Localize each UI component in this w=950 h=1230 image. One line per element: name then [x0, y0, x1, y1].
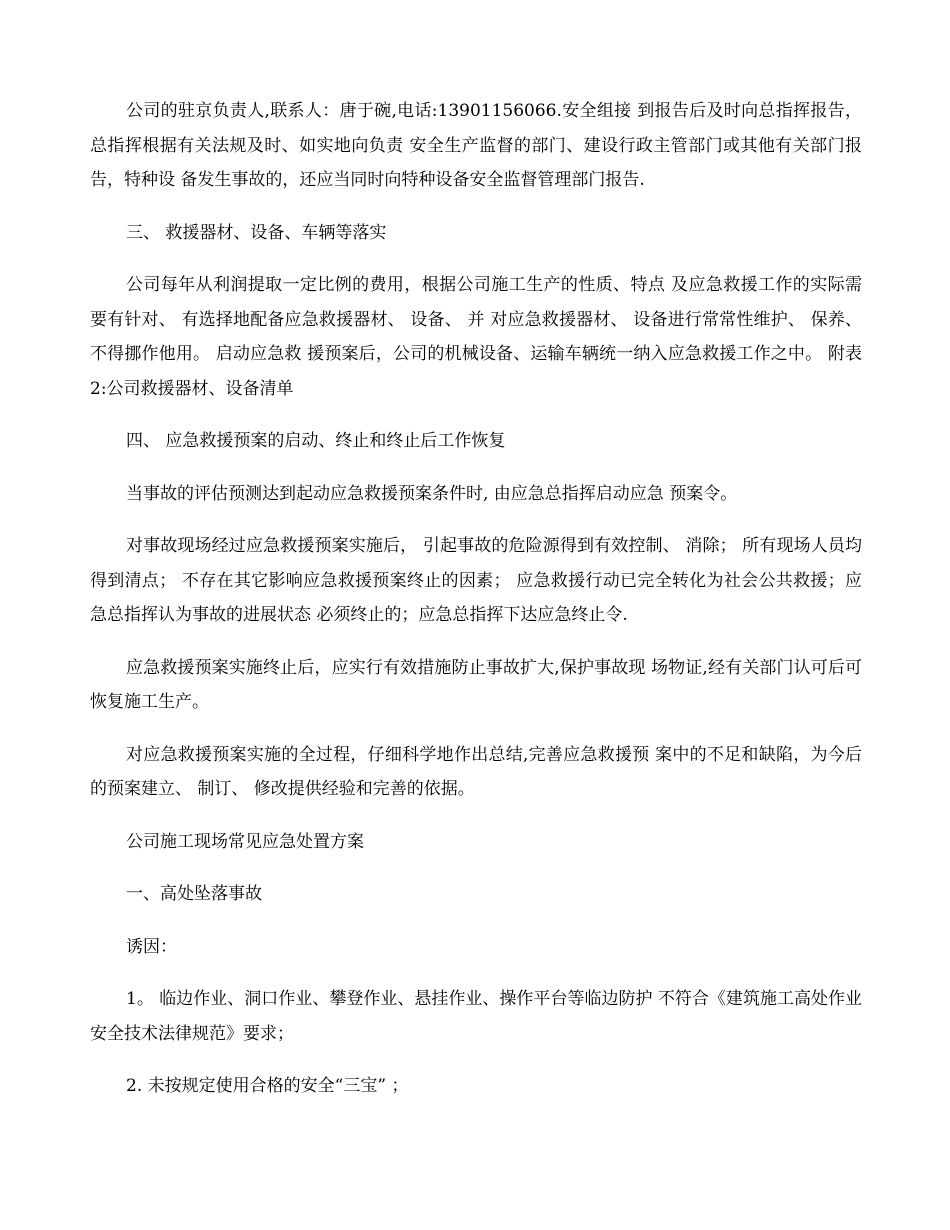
document-page: [90, 94, 862, 1122]
cause-item-1: 1。 临边作业、洞口作业、攀登作业、悬挂作业、操作平台等临边防护 不符合《建筑施工高处作业安全技术法律规范》要求；: [90, 989, 862, 1044]
section-heading-plan-activation: 四、 应急救援预案的启动、终止和终止后工作恢复: [126, 431, 506, 451]
activation-paragraph: 当事故的评估预测达到起动应急救援预案条件时, 由应急总指挥启动应急 预案令。: [126, 483, 738, 504]
cause-item-2: 2. 未按规定使用合格的安全“三宝” ；: [126, 1076, 409, 1096]
report-procedure-paragraph: 公司的驻京负责人,联系人：唐于碗,电话:13901156066.安全组接 到报告后及时向总指挥报告，总指挥根据有关法规及时、如实地向负责 安全生产监督的部门、建设行政主管部门或其他有关部门报告，特种设 备发生事故的，还应当同时向特种设备安全监督管理部门报告.: [90, 101, 862, 190]
summary-paragraph: 对应急救援预案实施的全过程，仔细科学地作出总结,完善应急救援预 案中的不足和缺陷，为今后的预案建立、 制订、 修改提供经验和完善的依据。: [90, 744, 862, 799]
termination-conditions-paragraph: 对事故现场经过应急救援预案实施后， 引起事故的危险源得到有效控制、 消除； 所有现场人员均得到清点； 不存在其它影响应急救援预案终止的因素； 应急救援行动已完全转化为社会公共救援；应急总指挥认为事故的进展状态 必须终止的；应急总指挥下达应急终止令.: [90, 536, 862, 625]
section-heading-equipment: 三、 救援器材、设备、车辆等落实: [126, 222, 387, 243]
causes-label: 诱因：: [126, 936, 177, 957]
post-termination-paragraph: 应急救援预案实施终止后，应实行有效措施防止事故扩大,保护事故现 场物证,经有关部门认可后可恢复施工生产。: [90, 657, 862, 712]
disposal-plan-heading: 公司施工现场常见应急处置方案: [126, 831, 364, 852]
fall-accident-heading: 一、高处坠落事故: [126, 884, 262, 904]
equipment-paragraph: 公司每年从利润提取一定比例的费用，根据公司施工生产的性质、特点 及应急救援工作的实际需要有针对、 有选择地配备应急救援器材、 设备、 并 对应急救援器材、 设备进行常常性维护、 保养、 不得挪作他用。 启动应急救 援预案后，公司的机械设备、运输车辆统一纳入应急救援工作之中。 附表 2:公司救援器材、设备清单: [90, 275, 862, 399]
